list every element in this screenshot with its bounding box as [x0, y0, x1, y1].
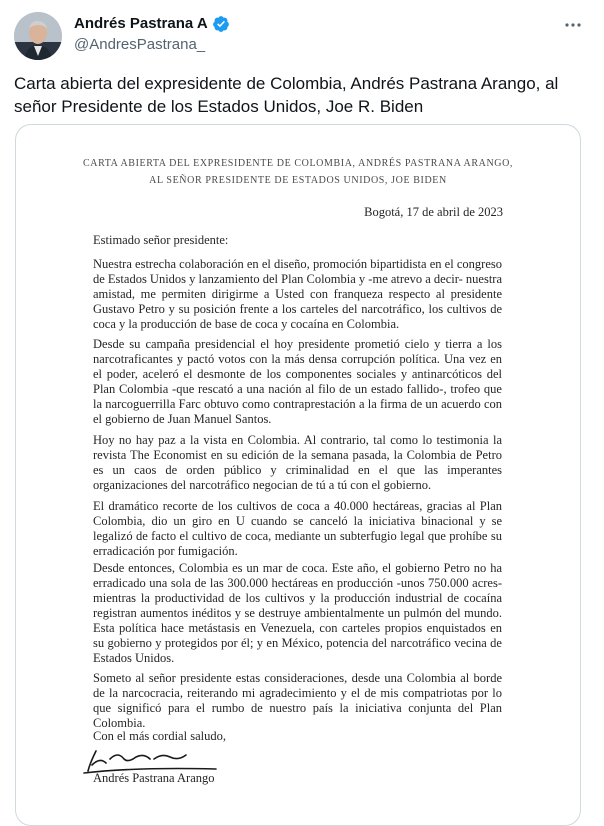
letter-signer-name: Andrés Pastrana Arango [93, 771, 215, 785]
author-display-name[interactable]: Andrés Pastrana A [74, 15, 208, 32]
letter-paragraph-2: Desde su campaña presidencial el hoy presidente prometió cielo y tierra a los narcotraficantes y pactó votos con la más densa corrupción política. Una vez en el poder, aceleró el desmonte de los componentes sociales y antinarcóticos del Plan Colombia -que rescató a una nación al filo de un estado fallido-, trofeo que la narcoguerrilla Farc obtuvo como contraprestación a la firma de un acuerdo con el gobierno de Juan Manuel Santos. [93, 337, 502, 426]
letter-paragraph-4: El dramático recorte de los cultivos de coca a 40.000 hectáreas, gracias al Plan Colombia, dio un giro en U cuando se canceló la iniciativa binacional y se legalizó de facto el cultivo de coca, mediante un subterfugio legal que prohíbe su erradicación por fumigación. [93, 499, 502, 558]
letter-date: Bogotá, 17 de abril de 2023 [364, 205, 503, 219]
letter-greeting: Estimado señor presidente: [93, 233, 229, 247]
letter-closing: Con el más cordial saludo, [93, 729, 226, 743]
avatar-portrait-icon [14, 12, 62, 60]
verified-badge-icon [212, 15, 230, 33]
tweet-text: Carta abierta del expresidente de Colombia, Andrés Pastrana Arango, al señor Presidente de los Estados Unidos, Joe R. Biden [14, 74, 559, 116]
letter-paragraph-6: Someto al señor presidente estas consideraciones, desde una Colombia al borde de la narcocracia, reiterando mi agradecimiento y el de mis compatriotas por lo que significó para el rumbo de nuestro país la iniciativa conjunta del Plan Colombia. [93, 671, 502, 730]
avatar[interactable] [14, 12, 62, 60]
author-handle[interactable]: @AndresPastrana_ [74, 36, 206, 53]
letter-paragraph-3: Hoy no hay paz a la vista en Colombia. Al contrario, tal como lo testimonia la revista The Economist en su edición de la semana pasada, la Colombia de Petro es un caos de orden público y criminalidad en el que las imperantes organizaciones del narcotráfico negocian de tú a tú con el gobierno. [93, 433, 502, 492]
open-letter-document [16, 125, 580, 825]
letter-heading-line1: CARTA ABIERTA DEL EXPRESIDENTE DE COLOMBIA, ANDRÉS PASTRANA ARANGO, [82, 158, 514, 169]
letter-paragraph-1: Nuestra estrecha colaboración en el diseño, promoción bipartidista en el congreso de Estados Unidos y lanzamiento del Plan Colombia y -me atrevo a decir- nuestra amistad, me permiten dirigirme a Usted con franqueza respecto al presidente Gustavo Petro y su posición frente a los carteles del narcotráfico, los cultivos de coca y la producción de base de coca y cocaína en Colombia. [93, 257, 503, 331]
letter-paragraph-5: Desde entonces, Colombia es un mar de coca. Este año, el gobierno Petro no ha erradicado una sola de las 300.000 hectáreas en producción -unos 750.000 acres- mientras la productividad de los cultivos y la producción industrial de cocaína registran aumentos inéditos y se destruye ambientalmente un pulmón del mundo. Esta política hace metástasis en Venezuela, con carteles propios enquistados en su gobierno y protegidos por él; y en México, potencia del narcotráfico vecina de Estados Unidos. [93, 561, 502, 665]
tweet-header [14, 12, 590, 62]
letter-heading-line2: AL SEÑOR PRESIDENTE DE ESTADOS UNIDOS, JOE BIDEN [149, 175, 447, 186]
tweet-media-image[interactable] [15, 124, 581, 826]
more-options-icon[interactable] [562, 14, 584, 36]
